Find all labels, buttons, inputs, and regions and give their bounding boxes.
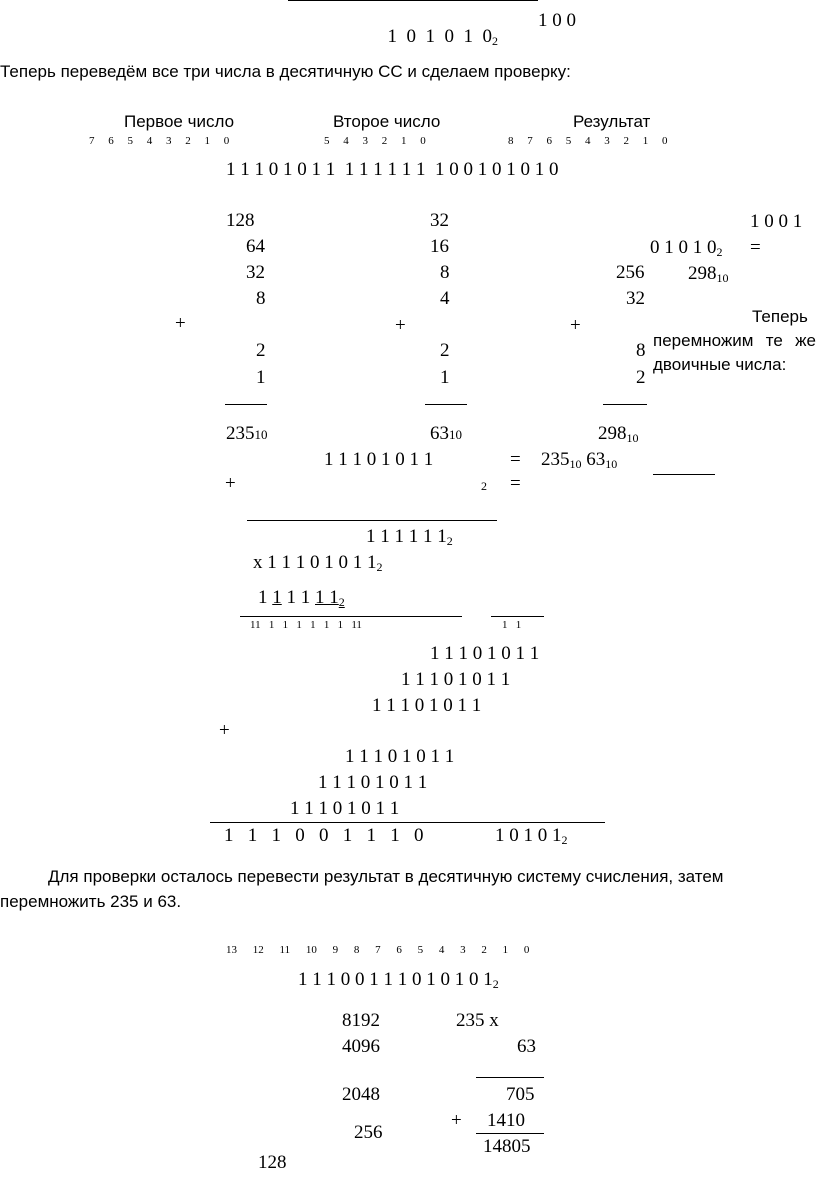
mult-small-carries: 11 1 1 1 1 1 1 11 [250,619,362,631]
col2-value: 1 [440,367,450,388]
header-first-number: Первое число [124,112,235,131]
mult-sum-rule [210,822,605,823]
side-text: перемножим те же двоичные числа: [653,331,816,374]
col1-value: 8 [256,288,266,309]
intro-text: Теперь переведём все три числа в десятичную СС и сделаем проверку: [0,62,571,81]
side-rule [653,474,715,475]
mult-partial: 1 1 1 0 1 0 1 1 [290,798,400,819]
col1-value: 128 [226,210,255,231]
mult-partial: 1 1 1 0 1 0 1 1 [401,669,511,690]
plus-sign: + [175,313,186,334]
decimal-multiplier: 63 [517,1036,536,1057]
top-binary-line [378,8,498,47]
col1-total: 23510 [226,423,268,444]
check-paragraph-line1: Для проверки осталось перевести результат в десятичную систему счисления, затем [48,867,724,886]
check-values: $235_{10}$ $63_{10}$ [541,449,618,471]
top-base: 2 [492,34,498,48]
col3-value: 2 [636,367,646,388]
col2-value: 4 [440,288,450,309]
plus-sign: + [219,720,230,741]
top-digits: 1 0 1 0 1 0 [387,26,492,47]
mult-partial: 1 1 1 0 1 0 1 1 [318,772,428,793]
mult-multiplicand: 1 1 1 1 1 $1_2$ [366,526,453,548]
decimal-rule2 [476,1133,544,1134]
decimal-multiplicand: 235 x [456,1010,499,1031]
col2-total: 6310 [430,423,462,444]
final-value: 2048 [342,1084,380,1105]
mult-carry-line: 1 1 1 1 1 $1_2$ [258,587,345,609]
col3-value: 256 [616,262,645,283]
final-binary: 1 1 1 0 0 1 1 1 0 1 0 1 0 $1_2$ [298,969,499,991]
col1-value: 32 [246,262,265,283]
final-value: 256 [354,1122,383,1143]
plus-sign: + [225,473,236,494]
top-tail: 1 0 0 [538,10,576,31]
mult-small-carries2: 1 1 [502,619,522,631]
mult-carry-rule [240,616,462,617]
mult-partial: 1 1 1 0 1 0 1 1 [372,695,482,716]
final-value: 128 [258,1152,287,1173]
mult-top-rule [247,520,497,521]
col1-value: 1 [256,367,266,388]
positions-result: 8 7 6 5 4 3 2 1 0 [508,135,668,147]
check-binary: 1 1 1 0 1 0 1 1 [324,449,434,470]
positions-first: 7 6 5 4 3 2 1 0 [89,135,230,147]
final-value: 8192 [342,1010,380,1031]
mult-carry-rule2 [491,616,544,617]
col1-sum-rule [225,404,267,405]
col1-value: 64 [246,236,265,257]
side-line1: 1 0 0 1 [750,211,803,232]
col2-value: 2 [440,340,450,361]
col2-value: 8 [440,262,450,283]
mult-partial: 1 1 1 0 1 0 1 1 [345,746,455,767]
mult-partial: 1 1 1 0 1 0 1 1 [430,643,540,664]
plus-sign: + [451,1110,462,1131]
col2-value: 32 [430,210,449,231]
col3-sum-rule [603,404,647,405]
top-rule [288,0,538,1]
positions-second: 5 4 3 2 1 0 [324,135,426,147]
side-line3: $298_{10}$ [688,263,729,285]
header-second-number: Второе число [333,112,441,131]
plus-sign: + [395,315,406,336]
check-equals: = [510,473,521,494]
check-equals: = [510,449,521,470]
col1-value: 2 [256,340,266,361]
binary-numbers-row: 1 1 1 0 1 0 1 1 1 1 1 1 1 1 1 0 0 1 0 1 0 1 0 [226,159,559,180]
decimal-total: 14805 [483,1136,531,1157]
col3-value: 32 [626,288,645,309]
plus-sign: + [570,315,581,336]
mult-result-left: 1 1 1 0 0 1 1 1 0 [224,825,424,846]
mult-multiplier: x 1 1 1 0 1 0 1 $1_2$ [253,552,383,574]
final-positions: 13 12 11 10 9 8 7 6 5 4 3 2 1 0 [226,944,530,956]
check-paragraph-line2: перемножить 235 и 63. [0,892,182,911]
col2-value: 16 [430,236,449,257]
side-word-now: Теперь [752,307,808,326]
decimal-partial: 705 [506,1084,535,1105]
decimal-partial: 1410 [487,1110,525,1131]
check-base: 2 [481,479,487,493]
header-result: Результат [573,112,651,131]
decimal-rule1 [476,1077,544,1078]
col3-value: 8 [636,340,646,361]
mult-result-right: 1 0 1 0 $1_2$ [495,825,568,847]
col2-sum-rule [425,404,467,405]
col3-total: $298_{10}$ [598,423,639,445]
side-equals: = [750,237,761,258]
side-line2: 0 1 0 1 $0_2$ [650,237,723,259]
final-value: 4096 [342,1036,380,1057]
